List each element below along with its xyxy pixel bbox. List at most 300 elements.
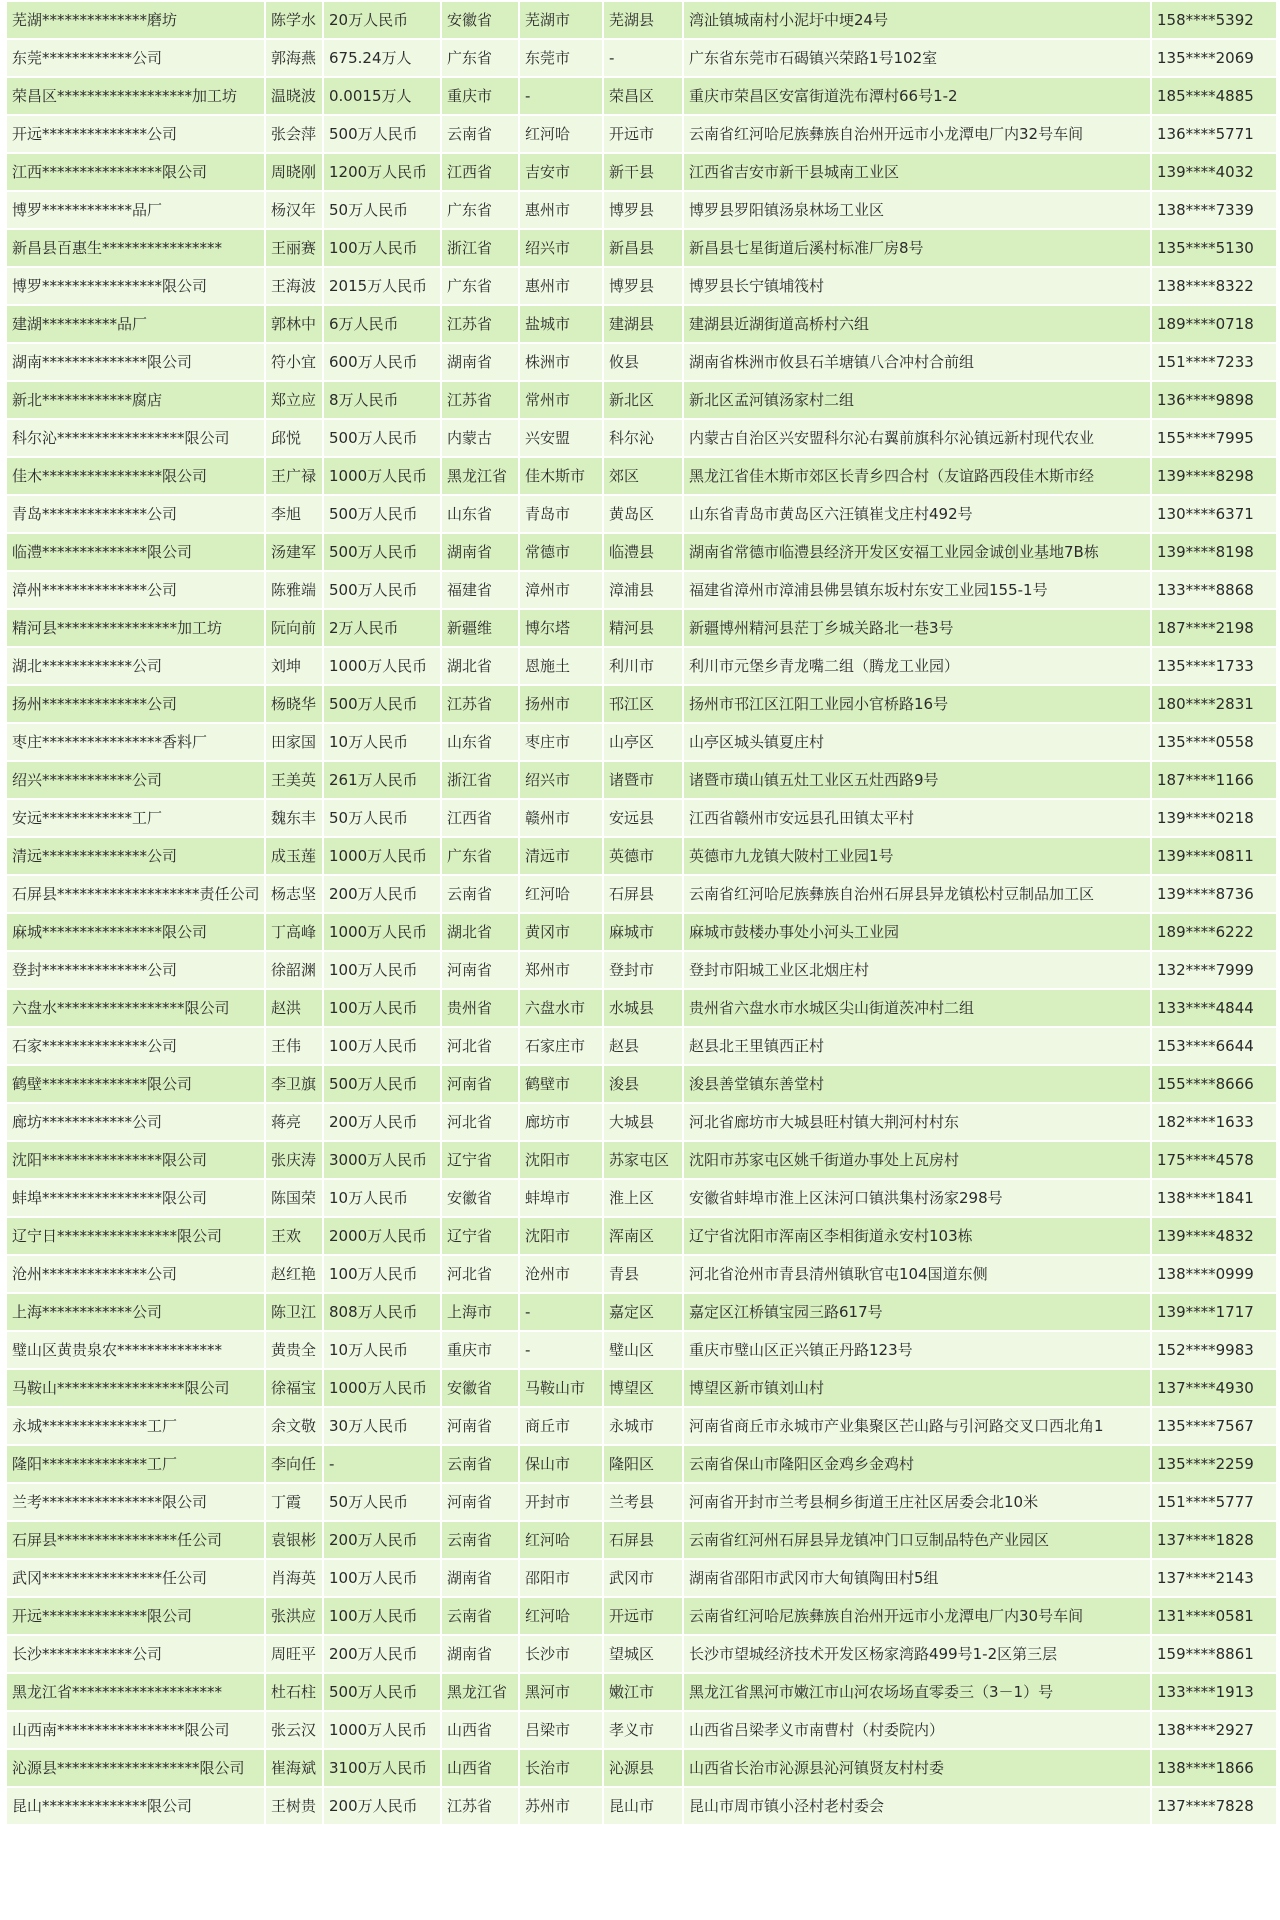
province-cell: 浙江省 (442, 230, 518, 266)
capital-cell: 100万人民币 (324, 952, 440, 988)
legal-rep-cell: 余文敬 (266, 1408, 322, 1444)
table-row (7, 572, 1276, 608)
capital-cell: 2万人民币 (324, 610, 440, 646)
city-cell: 保山市 (520, 1446, 602, 1482)
district-cell: - (604, 40, 682, 76)
company-name-cell: 登封**************公司 (7, 952, 264, 988)
table-row (7, 1484, 1276, 1520)
address-cell: 山亭区城头镇夏庄村 (684, 724, 1150, 760)
legal-rep-cell: 温晓波 (266, 78, 322, 114)
address-cell: 利川市元堡乡青龙嘴二组（腾龙工业园） (684, 648, 1150, 684)
province-cell: 河北省 (442, 1104, 518, 1140)
district-cell: 沁源县 (604, 1750, 682, 1786)
company-name-cell: 沁源县*******************限公司 (7, 1750, 264, 1786)
province-cell: 浙江省 (442, 762, 518, 798)
province-cell: 江苏省 (442, 686, 518, 722)
district-cell: 璧山区 (604, 1332, 682, 1368)
legal-rep-cell: 王海波 (266, 268, 322, 304)
legal-rep-cell: 王丽赛 (266, 230, 322, 266)
phone-cell: 187****1166 (1152, 762, 1276, 798)
legal-rep-cell: 李旭 (266, 496, 322, 532)
table-row (7, 1180, 1276, 1216)
company-table-container (5, 0, 1275, 1826)
city-cell: 郑州市 (520, 952, 602, 988)
district-cell: 苏家屯区 (604, 1142, 682, 1178)
legal-rep-cell: 郭海燕 (266, 40, 322, 76)
company-name-cell: 昆山**************限公司 (7, 1788, 264, 1824)
address-cell: 云南省红河哈尼族彝族自治州开远市小龙潭电厂内32号车间 (684, 116, 1150, 152)
province-cell: 河南省 (442, 1066, 518, 1102)
address-cell: 广东省东莞市石碣镇兴荣路1号102室 (684, 40, 1150, 76)
city-cell: 常州市 (520, 382, 602, 418)
district-cell: 邗江区 (604, 686, 682, 722)
province-cell: 重庆市 (442, 1332, 518, 1368)
district-cell: 漳浦县 (604, 572, 682, 608)
phone-cell: 138****1866 (1152, 1750, 1276, 1786)
legal-rep-cell: 陈国荣 (266, 1180, 322, 1216)
capital-cell: 1000万人民币 (324, 914, 440, 950)
legal-rep-cell: 阮向前 (266, 610, 322, 646)
phone-cell: 138****0999 (1152, 1256, 1276, 1292)
phone-cell: 137****4930 (1152, 1370, 1276, 1406)
table-row (7, 1028, 1276, 1064)
table-row (7, 1066, 1276, 1102)
province-cell: 山东省 (442, 724, 518, 760)
phone-cell: 139****1717 (1152, 1294, 1276, 1330)
city-cell: 长沙市 (520, 1636, 602, 1672)
province-cell: 重庆市 (442, 78, 518, 114)
city-cell: 开封市 (520, 1484, 602, 1520)
company-name-cell: 博罗************品厂 (7, 192, 264, 228)
city-cell: 红河哈 (520, 1598, 602, 1634)
table-row (7, 1712, 1276, 1748)
address-cell: 福建省漳州市漳浦县佛昙镇东坂村东安工业园155-1号 (684, 572, 1150, 608)
table-row (7, 534, 1276, 570)
phone-cell: 182****1633 (1152, 1104, 1276, 1140)
company-name-cell: 沈阳****************限公司 (7, 1142, 264, 1178)
city-cell: 红河哈 (520, 116, 602, 152)
district-cell: 临澧县 (604, 534, 682, 570)
legal-rep-cell: 丁高峰 (266, 914, 322, 950)
capital-cell: 1000万人民币 (324, 838, 440, 874)
district-cell: 嘉定区 (604, 1294, 682, 1330)
capital-cell: 500万人民币 (324, 686, 440, 722)
province-cell: 湖南省 (442, 1636, 518, 1672)
capital-cell: 3100万人民币 (324, 1750, 440, 1786)
address-cell: 湖南省邵阳市武冈市大甸镇陶田村5组 (684, 1560, 1150, 1596)
district-cell: 诸暨市 (604, 762, 682, 798)
company-name-cell: 建湖**********品厂 (7, 306, 264, 342)
legal-rep-cell: 郑立应 (266, 382, 322, 418)
address-cell: 山西省长治市沁源县沁河镇贤友村村委 (684, 1750, 1150, 1786)
table-row (7, 800, 1276, 836)
province-cell: 山西省 (442, 1750, 518, 1786)
phone-cell: 187****2198 (1152, 610, 1276, 646)
table-row (7, 876, 1276, 912)
table-row (7, 78, 1276, 114)
capital-cell: 200万人民币 (324, 876, 440, 912)
capital-cell: - (324, 1446, 440, 1482)
table-row (7, 154, 1276, 190)
address-cell: 河南省开封市兰考县桐乡街道王庄社区居委会北10米 (684, 1484, 1150, 1520)
address-cell: 博望区新市镇刘山村 (684, 1370, 1150, 1406)
capital-cell: 100万人民币 (324, 1598, 440, 1634)
phone-cell: 133****4844 (1152, 990, 1276, 1026)
city-cell: 赣州市 (520, 800, 602, 836)
city-cell: 苏州市 (520, 1788, 602, 1824)
legal-rep-cell: 赵红艳 (266, 1256, 322, 1292)
district-cell: 博罗县 (604, 268, 682, 304)
phone-cell: 137****7828 (1152, 1788, 1276, 1824)
address-cell: 云南省红河哈尼族彝族自治州石屏县异龙镇松村豆制品加工区 (684, 876, 1150, 912)
legal-rep-cell: 崔海斌 (266, 1750, 322, 1786)
phone-cell: 132****7999 (1152, 952, 1276, 988)
capital-cell: 261万人民币 (324, 762, 440, 798)
district-cell: 黄岛区 (604, 496, 682, 532)
address-cell: 浚县善堂镇东善堂村 (684, 1066, 1150, 1102)
legal-rep-cell: 赵洪 (266, 990, 322, 1026)
company-name-cell: 漳州**************公司 (7, 572, 264, 608)
company-name-cell: 辽宁日****************限公司 (7, 1218, 264, 1254)
province-cell: 上海市 (442, 1294, 518, 1330)
table-row (7, 192, 1276, 228)
province-cell: 湖北省 (442, 648, 518, 684)
company-name-cell: 清远**************公司 (7, 838, 264, 874)
capital-cell: 200万人民币 (324, 1104, 440, 1140)
legal-rep-cell: 李向任 (266, 1446, 322, 1482)
address-cell: 云南省保山市隆阳区金鸡乡金鸡村 (684, 1446, 1150, 1482)
address-cell: 贵州省六盘水市水城区尖山街道茨冲村二组 (684, 990, 1150, 1026)
phone-cell: 133****8868 (1152, 572, 1276, 608)
capital-cell: 10万人民币 (324, 724, 440, 760)
company-name-cell: 长沙************公司 (7, 1636, 264, 1672)
legal-rep-cell: 张庆涛 (266, 1142, 322, 1178)
phone-cell: 135****7567 (1152, 1408, 1276, 1444)
capital-cell: 100万人民币 (324, 1028, 440, 1064)
province-cell: 安徽省 (442, 1370, 518, 1406)
capital-cell: 500万人民币 (324, 572, 440, 608)
company-name-cell: 枣庄****************香料厂 (7, 724, 264, 760)
phone-cell: 139****4032 (1152, 154, 1276, 190)
address-cell: 昆山市周市镇小泾村老村委会 (684, 1788, 1150, 1824)
city-cell: 漳州市 (520, 572, 602, 608)
district-cell: 开远市 (604, 1598, 682, 1634)
table-row (7, 1370, 1276, 1406)
address-cell: 沈阳市苏家屯区姚千街道办事处上瓦房村 (684, 1142, 1150, 1178)
table-row (7, 306, 1276, 342)
table-row (7, 1598, 1276, 1634)
district-cell: 博罗县 (604, 192, 682, 228)
province-cell: 江苏省 (442, 382, 518, 418)
province-cell: 黑龙江省 (442, 1674, 518, 1710)
city-cell: 株洲市 (520, 344, 602, 380)
company-name-cell: 湖北************公司 (7, 648, 264, 684)
city-cell: 绍兴市 (520, 762, 602, 798)
district-cell: 荣昌区 (604, 78, 682, 114)
city-cell: 长治市 (520, 1750, 602, 1786)
phone-cell: 139****8198 (1152, 534, 1276, 570)
company-name-cell: 兰考****************限公司 (7, 1484, 264, 1520)
district-cell: 青县 (604, 1256, 682, 1292)
district-cell: 安远县 (604, 800, 682, 836)
province-cell: 安徽省 (442, 1180, 518, 1216)
district-cell: 科尔沁 (604, 420, 682, 456)
company-name-cell: 扬州**************公司 (7, 686, 264, 722)
district-cell: 麻城市 (604, 914, 682, 950)
address-cell: 山西省吕梁孝义市南曹村（村委院内） (684, 1712, 1150, 1748)
legal-rep-cell: 丁霞 (266, 1484, 322, 1520)
district-cell: 山亭区 (604, 724, 682, 760)
company-name-cell: 佳木****************限公司 (7, 458, 264, 494)
district-cell: 石屏县 (604, 876, 682, 912)
phone-cell: 139****8298 (1152, 458, 1276, 494)
district-cell: 新北区 (604, 382, 682, 418)
table-row (7, 1446, 1276, 1482)
capital-cell: 10万人民币 (324, 1180, 440, 1216)
company-name-cell: 蚌埠****************限公司 (7, 1180, 264, 1216)
capital-cell: 500万人民币 (324, 496, 440, 532)
company-name-cell: 博罗****************限公司 (7, 268, 264, 304)
legal-rep-cell: 王广禄 (266, 458, 322, 494)
city-cell: 清远市 (520, 838, 602, 874)
district-cell: 新干县 (604, 154, 682, 190)
city-cell: 绍兴市 (520, 230, 602, 266)
legal-rep-cell: 杨晓华 (266, 686, 322, 722)
address-cell: 嘉定区江桥镇宝园三路617号 (684, 1294, 1150, 1330)
capital-cell: 8万人民币 (324, 382, 440, 418)
legal-rep-cell: 周旺平 (266, 1636, 322, 1672)
phone-cell: 155****8666 (1152, 1066, 1276, 1102)
address-cell: 河南省商丘市永城市产业集聚区芒山路与引河路交叉口西北角1 (684, 1408, 1150, 1444)
capital-cell: 1000万人民币 (324, 1712, 440, 1748)
province-cell: 山西省 (442, 1712, 518, 1748)
phone-cell: 138****8322 (1152, 268, 1276, 304)
table-row (7, 1256, 1276, 1292)
capital-cell: 50万人民币 (324, 1484, 440, 1520)
table-row (7, 838, 1276, 874)
capital-cell: 600万人民币 (324, 344, 440, 380)
address-cell: 江西省吉安市新干县城南工业区 (684, 154, 1150, 190)
phone-cell: 135****2069 (1152, 40, 1276, 76)
capital-cell: 1000万人民币 (324, 648, 440, 684)
province-cell: 云南省 (442, 1598, 518, 1634)
company-name-cell: 石屏县*******************责任公司 (7, 876, 264, 912)
company-name-cell: 璧山区黄贵泉农************** (7, 1332, 264, 1368)
district-cell: 利川市 (604, 648, 682, 684)
legal-rep-cell: 李卫旗 (266, 1066, 322, 1102)
city-cell: 常德市 (520, 534, 602, 570)
province-cell: 河南省 (442, 952, 518, 988)
phone-cell: 135****1733 (1152, 648, 1276, 684)
legal-rep-cell: 杜石柱 (266, 1674, 322, 1710)
capital-cell: 675.24万人 (324, 40, 440, 76)
phone-cell: 180****2831 (1152, 686, 1276, 722)
legal-rep-cell: 杨汉年 (266, 192, 322, 228)
city-cell: 扬州市 (520, 686, 602, 722)
company-name-cell: 绍兴************公司 (7, 762, 264, 798)
district-cell: 永城市 (604, 1408, 682, 1444)
table-row (7, 382, 1276, 418)
province-cell: 湖南省 (442, 344, 518, 380)
company-name-cell: 六盘水*****************限公司 (7, 990, 264, 1026)
phone-cell: 138****7339 (1152, 192, 1276, 228)
capital-cell: 2000万人民币 (324, 1218, 440, 1254)
city-cell: 鹤壁市 (520, 1066, 602, 1102)
legal-rep-cell: 陈雅端 (266, 572, 322, 608)
district-cell: 博望区 (604, 1370, 682, 1406)
company-name-cell: 开远**************公司 (7, 116, 264, 152)
city-cell: 黄冈市 (520, 914, 602, 950)
phone-cell: 151****7233 (1152, 344, 1276, 380)
capital-cell: 0.0015万人 (324, 78, 440, 114)
company-name-cell: 江西****************限公司 (7, 154, 264, 190)
legal-rep-cell: 肖海英 (266, 1560, 322, 1596)
legal-rep-cell: 刘坤 (266, 648, 322, 684)
table-row (7, 116, 1276, 152)
city-cell: 红河哈 (520, 876, 602, 912)
district-cell: 望城区 (604, 1636, 682, 1672)
company-name-cell: 科尔沁*****************限公司 (7, 420, 264, 456)
table-row (7, 686, 1276, 722)
capital-cell: 200万人民币 (324, 1788, 440, 1824)
district-cell: 浚县 (604, 1066, 682, 1102)
legal-rep-cell: 王欢 (266, 1218, 322, 1254)
address-cell: 麻城市鼓楼办事处小河头工业园 (684, 914, 1150, 950)
table-row (7, 1218, 1276, 1254)
province-cell: 辽宁省 (442, 1218, 518, 1254)
capital-cell: 500万人民币 (324, 534, 440, 570)
province-cell: 河北省 (442, 1028, 518, 1064)
district-cell: 攸县 (604, 344, 682, 380)
city-cell: 商丘市 (520, 1408, 602, 1444)
phone-cell: 135****5130 (1152, 230, 1276, 266)
capital-cell: 808万人民币 (324, 1294, 440, 1330)
province-cell: 江苏省 (442, 1788, 518, 1824)
capital-cell: 100万人民币 (324, 990, 440, 1026)
district-cell: 芜湖县 (604, 2, 682, 38)
city-cell: 蚌埠市 (520, 1180, 602, 1216)
company-name-cell: 安远************工厂 (7, 800, 264, 836)
city-cell: - (520, 1332, 602, 1368)
table-row (7, 648, 1276, 684)
capital-cell: 3000万人民币 (324, 1142, 440, 1178)
legal-rep-cell: 张会萍 (266, 116, 322, 152)
district-cell: 开远市 (604, 116, 682, 152)
table-row (7, 724, 1276, 760)
phone-cell: 153****6644 (1152, 1028, 1276, 1064)
address-cell: 河北省廊坊市大城县旺村镇大荆河村村东 (684, 1104, 1150, 1140)
capital-cell: 100万人民币 (324, 1256, 440, 1292)
phone-cell: 135****2259 (1152, 1446, 1276, 1482)
legal-rep-cell: 黄贵全 (266, 1332, 322, 1368)
company-name-cell: 湖南**************限公司 (7, 344, 264, 380)
table-row (7, 952, 1276, 988)
capital-cell: 6万人民币 (324, 306, 440, 342)
city-cell: 东莞市 (520, 40, 602, 76)
address-cell: 博罗县罗阳镇汤泉林场工业区 (684, 192, 1150, 228)
district-cell: 新昌县 (604, 230, 682, 266)
district-cell: 兰考县 (604, 1484, 682, 1520)
province-cell: 黑龙江省 (442, 458, 518, 494)
legal-rep-cell: 徐韶渊 (266, 952, 322, 988)
table-row (7, 610, 1276, 646)
phone-cell: 136****9898 (1152, 382, 1276, 418)
province-cell: 湖北省 (442, 914, 518, 950)
city-cell: 沧州市 (520, 1256, 602, 1292)
address-cell: 长沙市望城经济技术开发区杨家湾路499号1-2区第三层 (684, 1636, 1150, 1672)
table-row (7, 458, 1276, 494)
district-cell: 赵县 (604, 1028, 682, 1064)
company-name-cell: 精河县****************加工坊 (7, 610, 264, 646)
capital-cell: 50万人民币 (324, 192, 440, 228)
address-cell: 建湖县近湖街道高桥村六组 (684, 306, 1150, 342)
address-cell: 新北区孟河镇汤家村二组 (684, 382, 1150, 418)
legal-rep-cell: 陈学水 (266, 2, 322, 38)
table-row (7, 1560, 1276, 1596)
phone-cell: 139****8736 (1152, 876, 1276, 912)
city-cell: 廊坊市 (520, 1104, 602, 1140)
company-table (5, 0, 1278, 1826)
phone-cell: 138****2927 (1152, 1712, 1276, 1748)
phone-cell: 137****2143 (1152, 1560, 1276, 1596)
phone-cell: 158****5392 (1152, 2, 1276, 38)
city-cell: 博尔塔 (520, 610, 602, 646)
capital-cell: 1200万人民币 (324, 154, 440, 190)
legal-rep-cell: 张洪应 (266, 1598, 322, 1634)
table-row (7, 1636, 1276, 1672)
phone-cell: 139****0811 (1152, 838, 1276, 874)
province-cell: 广东省 (442, 268, 518, 304)
province-cell: 山东省 (442, 496, 518, 532)
city-cell: 惠州市 (520, 192, 602, 228)
address-cell: 湾沚镇城南村小泥圩中埂24号 (684, 2, 1150, 38)
city-cell: 佳木斯市 (520, 458, 602, 494)
table-row (7, 268, 1276, 304)
address-cell: 扬州市邗江区江阳工业园小官桥路16号 (684, 686, 1150, 722)
address-cell: 重庆市荣昌区安富街道洗布潭村66号1-2 (684, 78, 1150, 114)
address-cell: 重庆市璧山区正兴镇正丹路123号 (684, 1332, 1150, 1368)
company-name-cell: 上海************公司 (7, 1294, 264, 1330)
district-cell: 浑南区 (604, 1218, 682, 1254)
legal-rep-cell: 王树贵 (266, 1788, 322, 1824)
phone-cell: 152****9983 (1152, 1332, 1276, 1368)
province-cell: 河北省 (442, 1256, 518, 1292)
table-row (7, 1294, 1276, 1330)
address-cell: 河北省沧州市青县清州镇耿官屯104国道东侧 (684, 1256, 1150, 1292)
city-cell: 沈阳市 (520, 1218, 602, 1254)
address-cell: 湖南省株洲市攸县石羊塘镇八合冲村合前组 (684, 344, 1150, 380)
phone-cell: 185****4885 (1152, 78, 1276, 114)
address-cell: 登封市阳城工业区北烟庄村 (684, 952, 1150, 988)
legal-rep-cell: 徐福宝 (266, 1370, 322, 1406)
address-cell: 博罗县长宁镇埔筏村 (684, 268, 1150, 304)
company-name-cell: 廊坊************公司 (7, 1104, 264, 1140)
city-cell: 石家庄市 (520, 1028, 602, 1064)
company-name-cell: 石屏县****************任公司 (7, 1522, 264, 1558)
table-row (7, 230, 1276, 266)
legal-rep-cell: 汤建军 (266, 534, 322, 570)
company-name-cell: 沧州**************公司 (7, 1256, 264, 1292)
district-cell: 石屏县 (604, 1522, 682, 1558)
province-cell: 湖南省 (442, 1560, 518, 1596)
company-name-cell: 青岛**************公司 (7, 496, 264, 532)
province-cell: 江西省 (442, 154, 518, 190)
city-cell: 惠州市 (520, 268, 602, 304)
capital-cell: 30万人民币 (324, 1408, 440, 1444)
table-row (7, 762, 1276, 798)
address-cell: 安徽省蚌埠市淮上区沫河口镇洪集村汤家298号 (684, 1180, 1150, 1216)
address-cell: 赵县北王里镇西正村 (684, 1028, 1150, 1064)
